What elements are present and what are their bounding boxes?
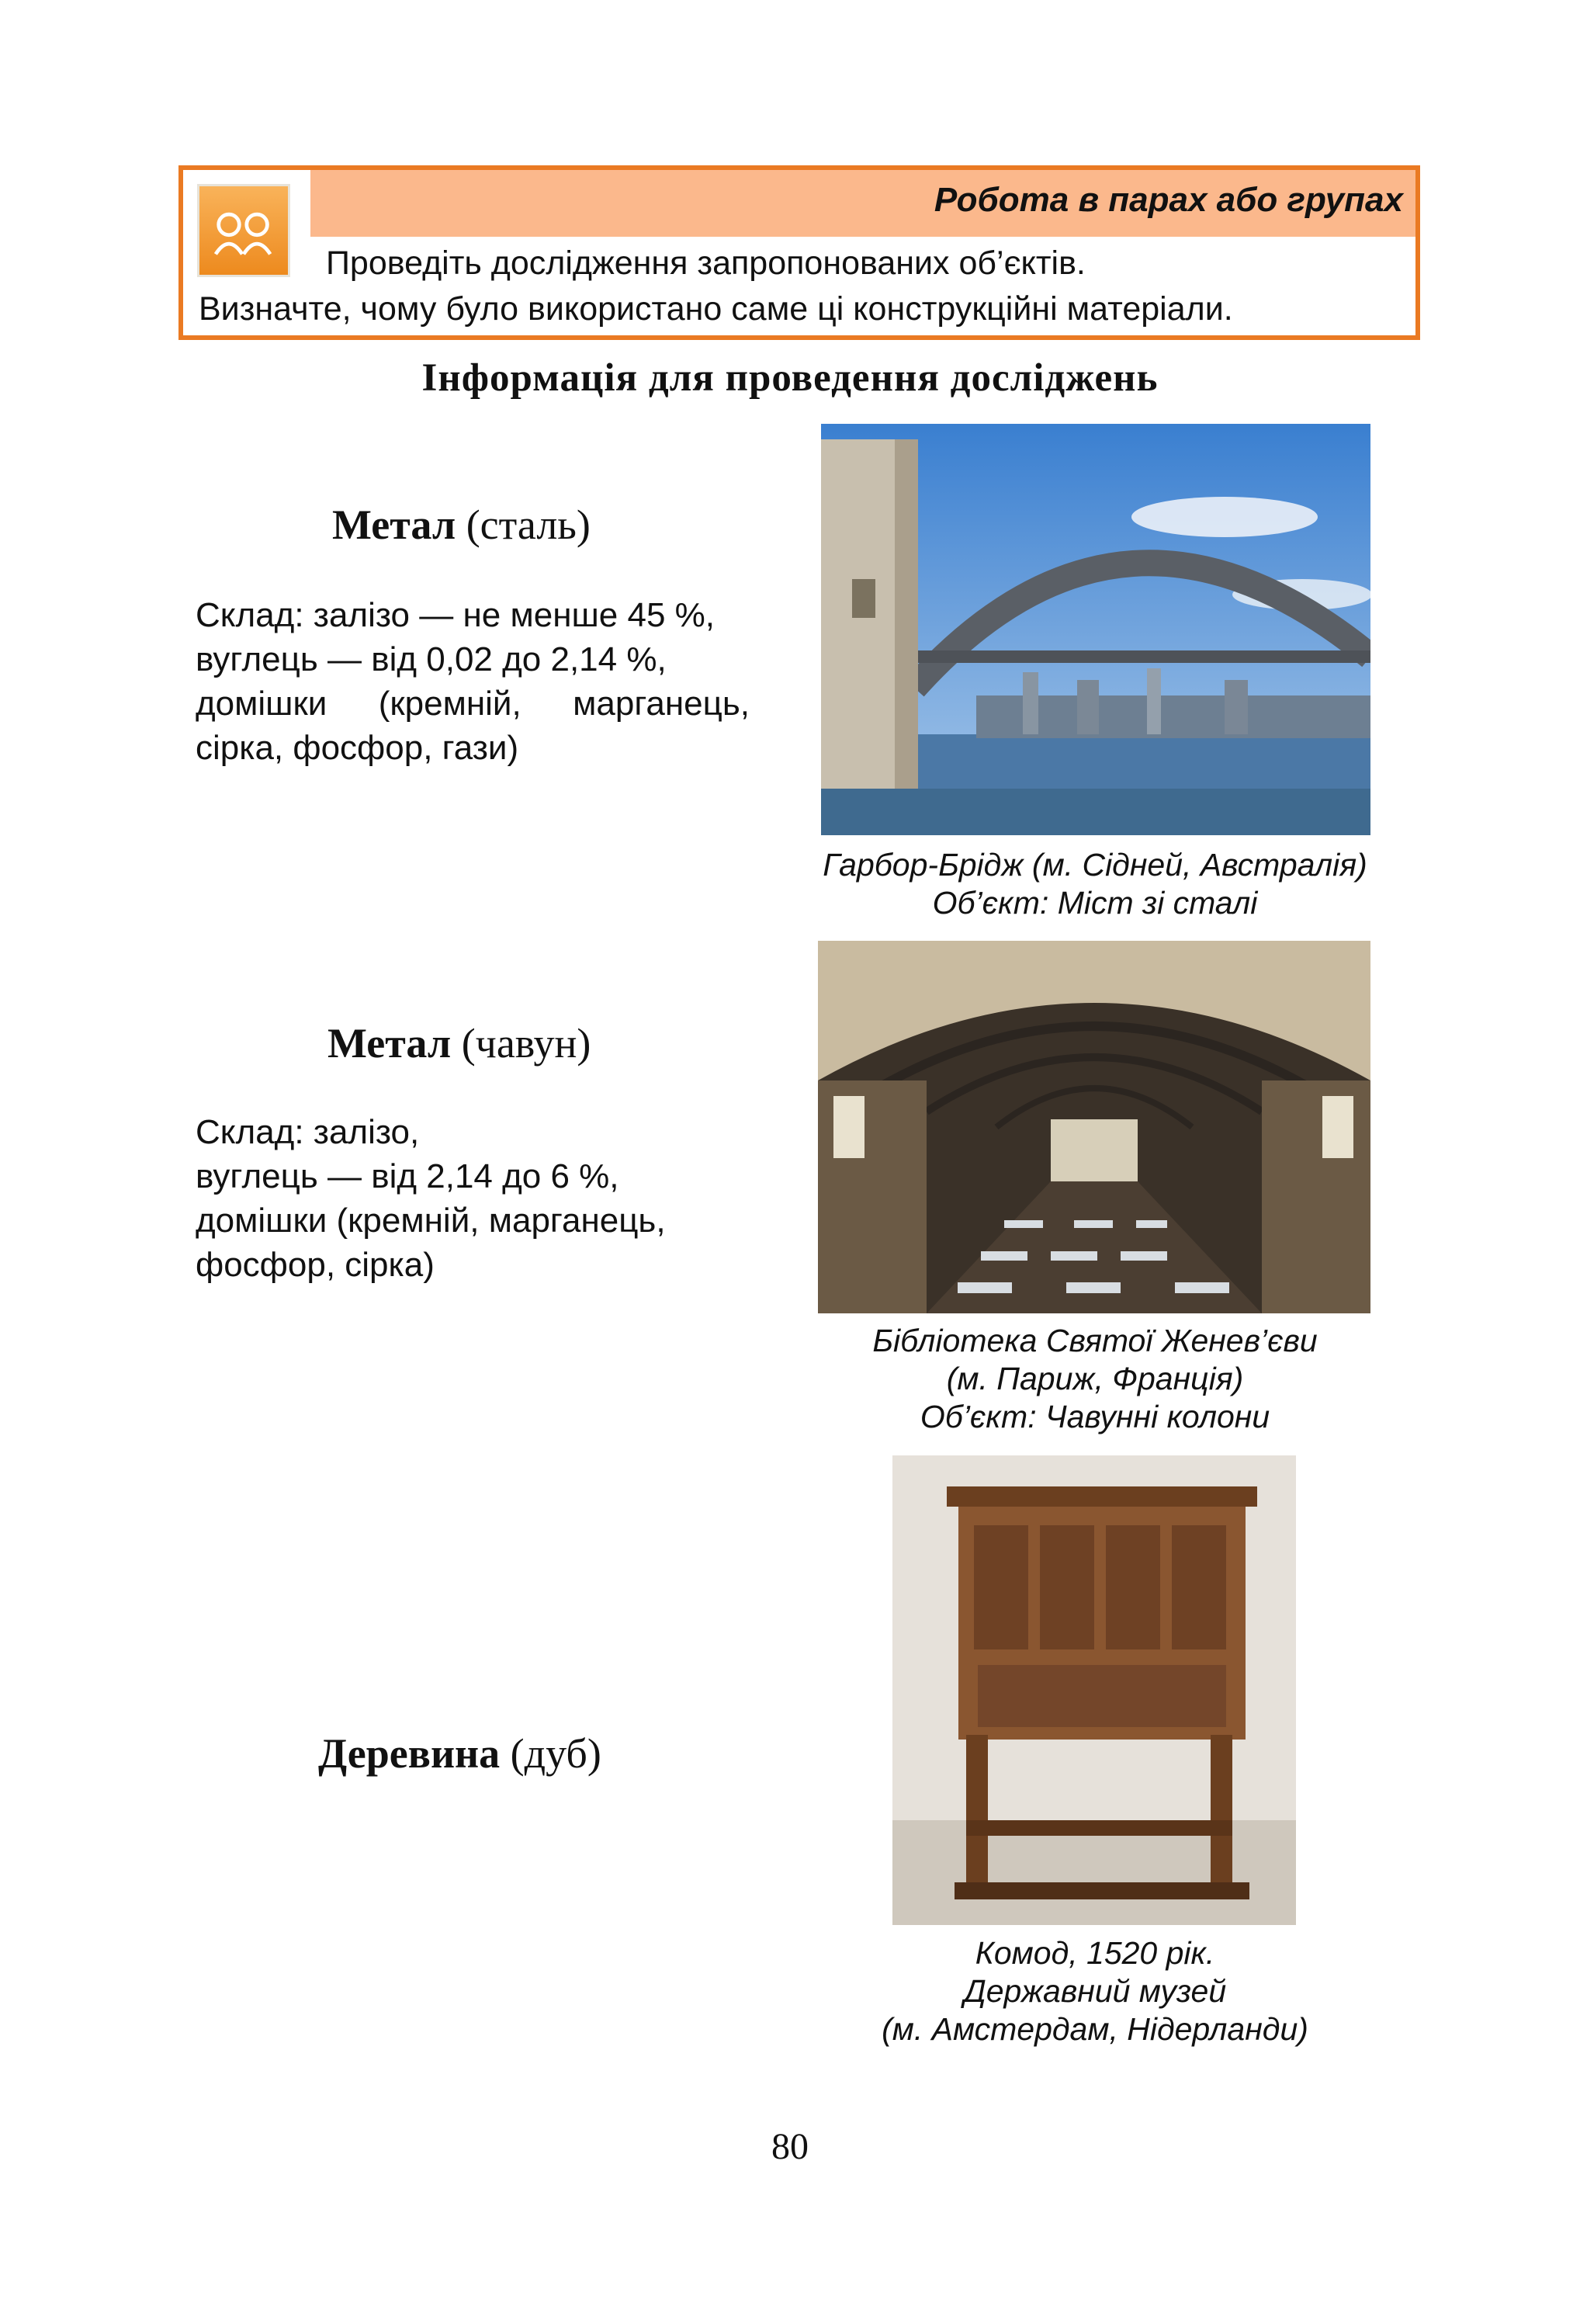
description-word: марганець, [573, 685, 750, 723]
task-instruction-1: Проведіть дослідження запропонованих об’єктів. [326, 245, 1086, 282]
library-photo [818, 941, 1370, 1313]
group-work-icon [197, 184, 290, 277]
material-type: (чавун) [461, 1020, 591, 1067]
task-box [178, 165, 1420, 340]
cabinet-caption [812, 1934, 1378, 2048]
description-line: домішки (кремній, марганець, [196, 1202, 666, 1240]
description-word: домішки [196, 685, 327, 723]
description-line: вуглець — від 2,14 до 6 %, [196, 1157, 619, 1195]
caption-line: Гарбор-Брідж (м. Сідней, Австралія) [823, 847, 1367, 883]
task-header [310, 170, 1415, 237]
description-line: фосфор, сірка) [196, 1246, 435, 1284]
material-title-oak [318, 1729, 601, 1778]
material-description-steel [196, 593, 750, 770]
description-line: Склад: залізо — не менше 45 %, [196, 596, 716, 634]
material-name: Метал [327, 1020, 452, 1067]
material-title-cast-iron [327, 1019, 591, 1067]
description-line: Склад: залізо, [196, 1113, 420, 1151]
library-caption [812, 1322, 1378, 1436]
section-heading: Інформація для проведення досліджень [421, 356, 1159, 400]
description-word: (кремній, [378, 685, 521, 723]
page-number: 80 [771, 2126, 809, 2167]
caption-line: Державний музей [963, 1973, 1227, 2009]
caption-line: Бібліотека Святої Женев’єви [872, 1323, 1318, 1358]
caption-line: Комод, 1520 рік. [975, 1935, 1215, 1971]
caption-line: (м. Париж, Франція) [946, 1361, 1244, 1396]
material-title-steel [332, 501, 591, 549]
material-type: (сталь) [466, 501, 591, 548]
description-line: вуглець — від 0,02 до 2,14 %, [196, 640, 667, 678]
task-instruction-2: Визначте, чому було використано саме ці конструкційні матеріали. [199, 290, 1233, 328]
description-line [196, 682, 750, 726]
caption-line: Об’єкт: Міст зі сталі [932, 885, 1258, 921]
description-line: сірка, фосфор, гази) [196, 729, 519, 767]
caption-line: Об’єкт: Чавунні колони [920, 1399, 1270, 1434]
material-type: (дуб) [510, 1730, 601, 1777]
bridge-caption [812, 846, 1378, 922]
material-name: Деревина [318, 1730, 501, 1777]
cabinet-photo [892, 1455, 1296, 1925]
task-title: Робота в парах або групах [934, 181, 1403, 219]
caption-line: (м. Амстердам, Нідерланди) [882, 2011, 1308, 2047]
bridge-photo [821, 424, 1370, 835]
material-description-cast-iron [196, 1110, 666, 1287]
material-name: Метал [332, 501, 456, 548]
